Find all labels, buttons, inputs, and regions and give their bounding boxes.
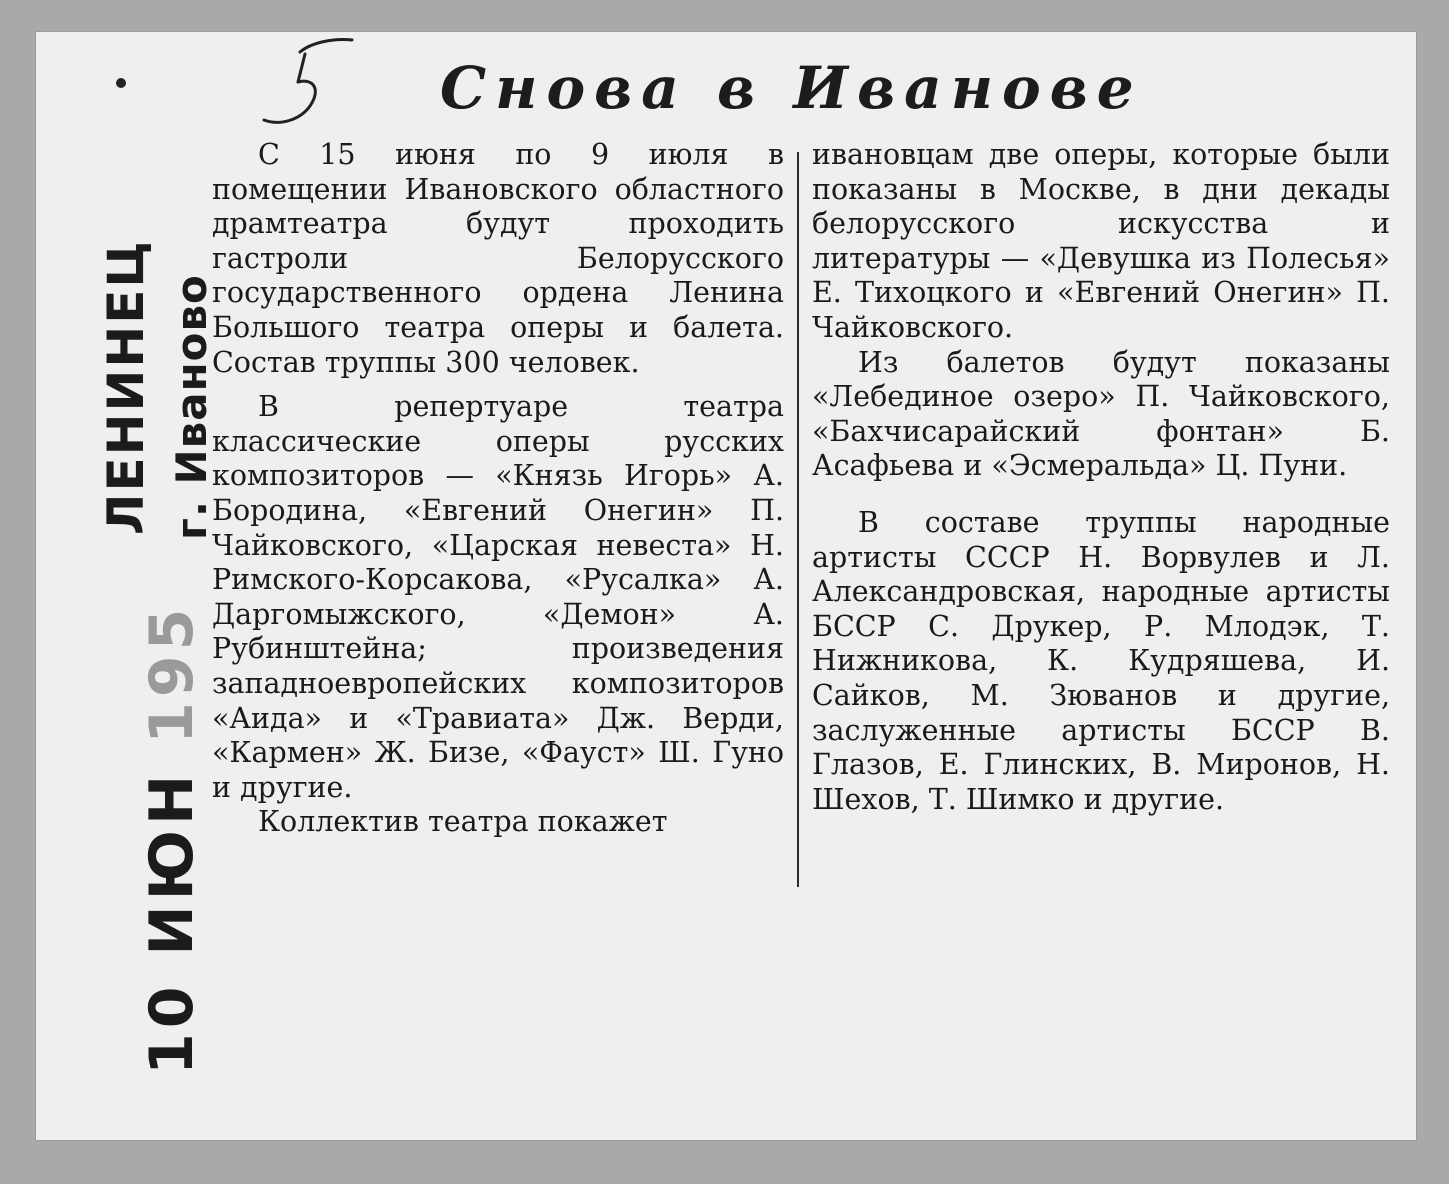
paragraph-repertoire: В репертуаре театра классические оперы русских композиторов — «Князь Игорь» А. Бородина, «Евгений Онегин» П. Чайковского, «Царская невеста» Н. Римского-Корсакова, «Русалка» А. Даргомыжского, «Демон» А. Рубинштейна; произведения западноевропейских композиторов «Аида» и «Травиата» Дж. Верди, «Кармен» Ж. Бизе, «Фауст» Ш. Гуно и другие. xyxy=(212,390,784,804)
stamp-date xyxy=(137,603,207,1075)
column-divider xyxy=(797,152,799,887)
stamp-city-name: г. Иваново xyxy=(167,274,216,540)
paragraph-ballets: Из балетов будут показаны «Лебединое озеро» П. Чайковского, «Бахчисарайский фонтан» Б. Асафьева и «Эсмеральда» Ц. Пуни. xyxy=(812,345,1390,483)
paragraph-troupe: В составе труппы народные артисты СССР Н. Ворвулев и Л. Александровская, народные артисты БССР С. Друкер, Р. Млодэк, Т. Нижникова, К. Кудряшева, И. Сайков, М. Зюванов и другие, заслуженные артисты БССР В. Глазов, Е. Глинских, В. Миронов, Н. Шехов, Т. Шимко и другие. xyxy=(812,505,1390,816)
article-left-column xyxy=(212,138,784,840)
article-right-column xyxy=(812,138,1390,817)
stamp-newspaper-name: ЛЕНИНЕЦ xyxy=(97,239,155,535)
stamp-date-main: 10 ИЮН xyxy=(137,769,207,1075)
stamp-date-year-faint: 195 xyxy=(137,603,207,744)
paragraph-collective: Коллектив театра покажет xyxy=(258,805,668,839)
article-title: Снова в Иванове xyxy=(440,54,1143,122)
handwritten-number-mark xyxy=(250,30,360,130)
paragraph-operas-continued: ивановцам две оперы, которые были показаны в Москве, в дни декады белорусского искусства и литературы — «Девушка из Полесья» Е. Тихоцкого и «Евгений Онегин» П. Чайковского. xyxy=(812,138,1390,344)
paragraph-tour-announcement: С 15 июня по 9 июля в помещении Ивановского областного драмтеатра будут проходить гастроли Белорусского государственного ордена Ленина Большого театра оперы и балета. Состав труппы 300 человек. xyxy=(212,138,784,379)
ink-dot xyxy=(116,78,126,88)
